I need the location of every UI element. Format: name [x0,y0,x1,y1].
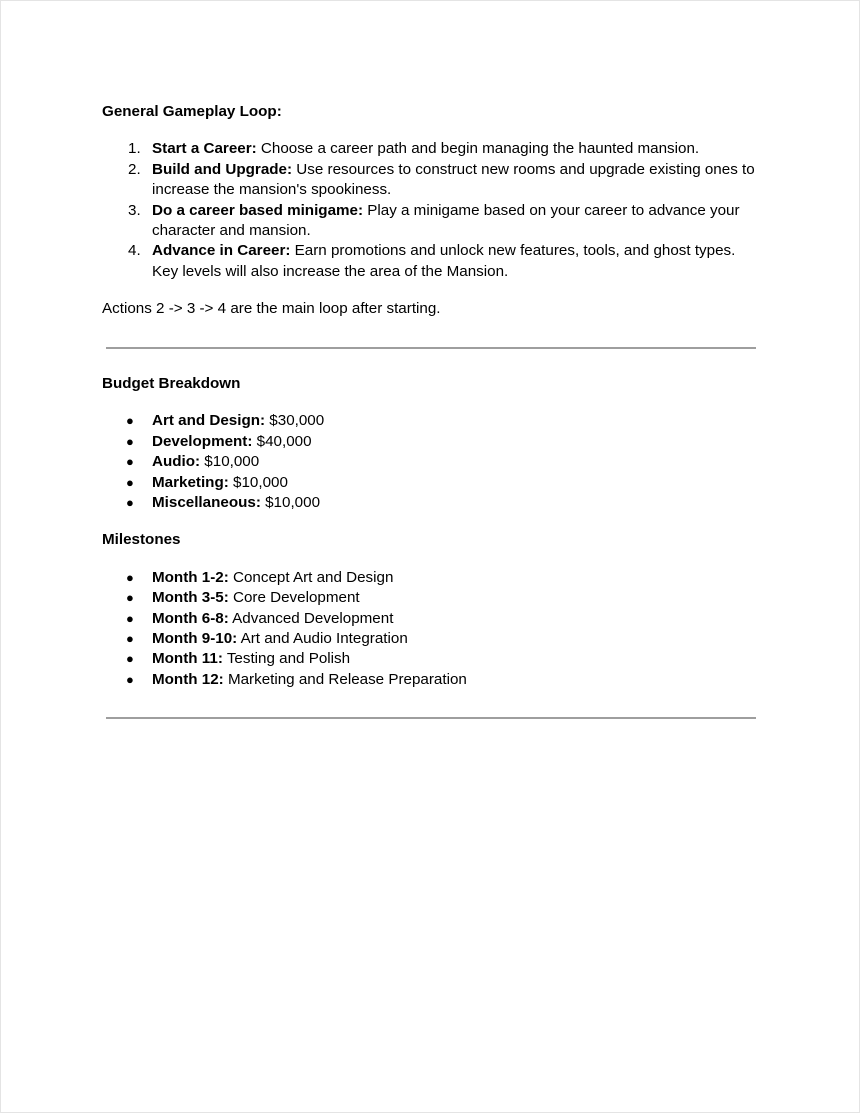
list-item [102,568,762,588]
milestone-label: Month 9-10: [152,630,238,648]
budget-label: Marketing: [152,473,229,491]
milestone-text: Art and Audio Integration [237,630,408,648]
horizontal-divider [106,717,756,719]
milestone-label: Month 6-8: [152,609,229,627]
step-text: Choose a career path and begin managing the haunted mansion. [256,140,700,158]
budget-label: Miscellaneous: [152,494,261,512]
budget-label: Development: [152,432,253,450]
step-title: Do a career based minigame: [152,201,364,219]
budget-amount: $10,000 [200,453,260,471]
budget-list [102,411,762,513]
list-item [102,649,762,669]
bullet-icon: ● [126,433,134,449]
budget-amount: $10,000 [228,473,288,491]
milestone-label: Month 11: [152,650,223,668]
milestone-text: Marketing and Release Preparation [223,670,467,688]
list-item [102,241,762,282]
gameplay-section [102,102,762,320]
budget-label: Art and Design: [152,412,266,430]
list-item [102,670,762,690]
list-item [102,493,762,513]
budget-amount: $30,000 [265,412,325,430]
list-number: 4. [128,242,141,260]
budget-amount: $10,000 [260,494,321,512]
milestones-heading: Milestones [102,531,181,549]
step-text: Use resources to construct new rooms and upgrade existing ones to increase the mansion's spookiness. [152,160,755,199]
milestone-text: Core Development [228,589,360,607]
bullet-icon: ● [126,590,134,606]
horizontal-divider [106,347,756,349]
list-item [102,588,762,608]
list-item [102,452,762,472]
list-item [102,160,762,201]
budget-section [102,374,762,690]
milestone-label: Month 3-5: [152,589,229,607]
bullet-icon: ● [126,413,134,429]
step-text: Play a minigame based on your career to advance your character and mansion. [152,201,740,240]
gameplay-heading: General Gameplay Loop: [102,103,282,120]
bullet-icon: ● [126,631,134,647]
step-title: Build and Upgrade: [152,160,293,178]
milestone-text: Concept Art and Design [228,568,394,586]
budget-heading: Budget Breakdown [102,375,241,392]
bullet-icon: ● [126,651,134,667]
bullet-icon: ● [126,454,134,470]
bullet-icon: ● [126,495,134,511]
milestones-list [102,568,762,690]
list-item [102,201,762,242]
list-number: 3. [128,201,141,219]
bullet-icon: ● [126,671,134,687]
loop-note: Actions 2 -> 3 -> 4 are the main loop after starting. [102,300,441,318]
list-item [102,629,762,649]
list-item [102,473,762,493]
list-item [102,411,762,431]
bullet-icon: ● [126,569,134,585]
list-item [102,139,762,159]
bullet-icon: ● [126,474,134,490]
milestone-text: Testing and Polish [222,650,351,668]
milestone-text: Advanced Development [228,609,394,627]
milestone-label: Month 12: [152,670,224,688]
list-number: 2. [128,160,141,178]
step-title: Start a Career: [152,140,257,158]
step-title: Advance in Career: [152,242,291,260]
budget-label: Audio: [152,453,201,471]
budget-amount: $40,000 [252,432,312,450]
gameplay-steps-list [102,139,762,282]
list-number: 1. [128,140,141,158]
milestone-label: Month 1-2: [152,568,229,586]
step-text: Earn promotions and unlock new features, tools, and ghost types. Key levels will also increase the area of the Mansion. [152,242,736,280]
bullet-icon: ● [126,610,134,626]
list-item [102,432,762,452]
list-item [102,609,762,629]
